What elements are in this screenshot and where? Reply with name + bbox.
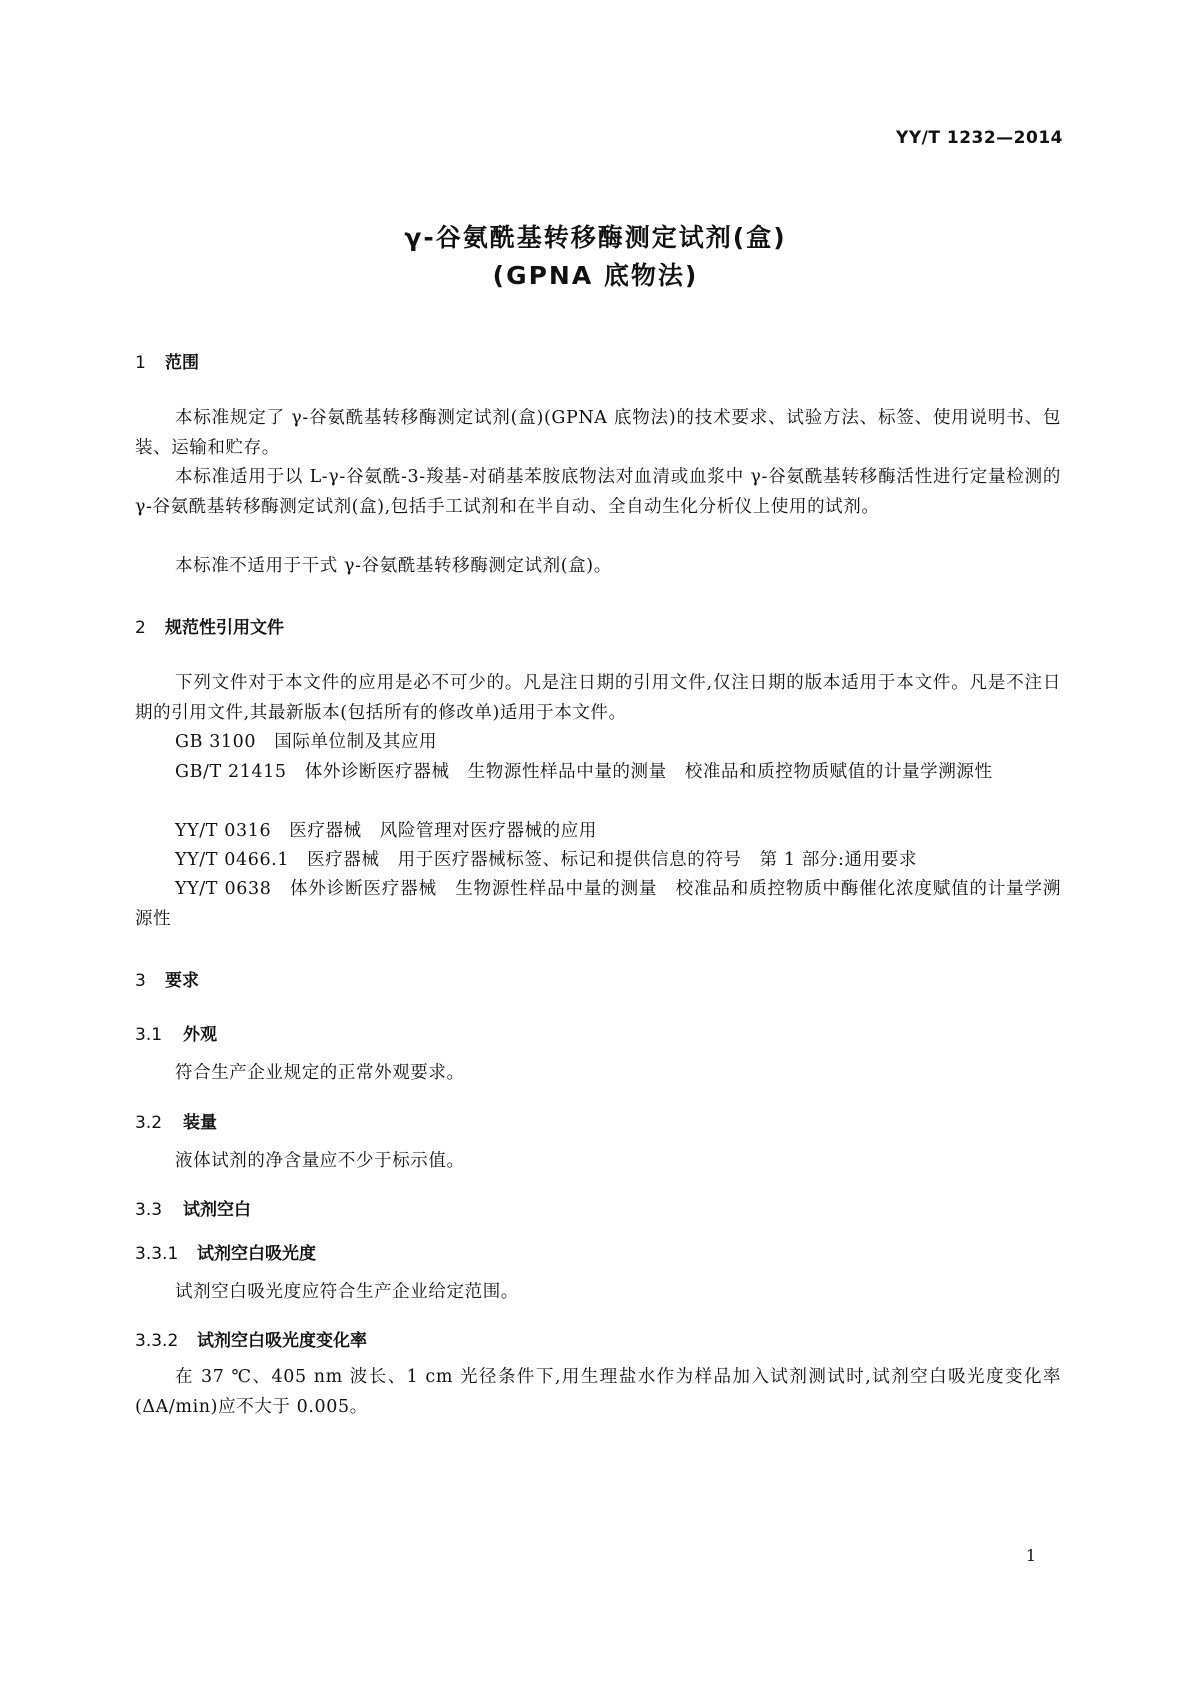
document-title: γ-谷氨酰基转移酶测定试剂(盒): [404, 223, 787, 252]
page-number: 1: [1025, 1546, 1036, 1565]
section-number: 3.3: [135, 1200, 163, 1220]
paragraph: 本标准不适用于干式 γ-谷氨酰基转移酶测定试剂(盒)。: [175, 556, 612, 576]
section-3-2-heading: [135, 1108, 217, 1133]
section-3-3-2-heading: [135, 1326, 367, 1351]
section-title: 装量: [183, 1113, 217, 1133]
paragraph: 本标准适用于以 L-γ-谷氨酰-3-羧基-对硝基苯胺底物法对血清或血浆中 γ-谷氨酰基转移酶活性进行定量检测的 γ-谷氨酰基转移酶测定试剂(盒),包括手工试剂和在半自动、全自动生化分析仪上使用的试剂。: [135, 467, 1061, 517]
section-number: 3.3.2: [135, 1331, 179, 1351]
paragraph: 本标准规定了 γ-谷氨酰基转移酶测定试剂(盒)(GPNA 底物法)的技术要求、试验方法、标签、使用说明书、包装、运输和贮存。: [135, 408, 1061, 458]
reference-item: GB/T 21415 体外诊断医疗器械 生物源性样品中量的测量 校准品和质控物质赋值的计量学溯源性: [175, 762, 993, 782]
document-subtitle: (GPNA 底物法): [492, 261, 699, 290]
section-3-3-1-heading: [135, 1239, 316, 1264]
section-3-1-heading: [135, 1020, 217, 1045]
section-number: 1: [135, 353, 146, 373]
section-number: 3.1: [135, 1025, 163, 1045]
reference-item: YY/T 0638 体外诊断医疗器械 生物源性样品中量的测量 校准品和质控物质中酶催化浓度赋值的计量学溯源性: [135, 879, 1061, 929]
paragraph: 下列文件对于本文件的应用是必不可少的。凡是注日期的引用文件,仅注日期的版本适用于本文件。凡是不注日期的引用文件,其最新版本(包括所有的修改单)适用于本文件。: [135, 673, 1061, 723]
paragraph: 符合生产企业规定的正常外观要求。: [175, 1063, 465, 1083]
section-title: 试剂空白: [183, 1200, 251, 1220]
section-number: 3.3.1: [135, 1244, 179, 1264]
paragraph: 试剂空白吸光度应符合生产企业给定范围。: [175, 1282, 519, 1302]
section-title: 要求: [165, 971, 199, 991]
section-2-heading: [135, 613, 284, 638]
section-3-heading: [135, 966, 199, 991]
section-title: 外观: [183, 1025, 217, 1045]
section-number: 3: [135, 971, 146, 991]
section-3-3-heading: [135, 1195, 251, 1220]
section-1-heading: [135, 348, 199, 373]
reference-item: YY/T 0316 医疗器械 风险管理对医疗器械的应用: [175, 821, 597, 841]
standard-code: YY/T 1232—2014: [896, 128, 1063, 148]
section-title: 规范性引用文件: [165, 618, 284, 638]
section-title: 试剂空白吸光度变化率: [197, 1331, 367, 1351]
reference-item: YY/T 0466.1 医疗器械 用于医疗器械标签、标记和提供信息的符号 第 1 部分:通用要求: [175, 850, 917, 870]
section-number: 3.2: [135, 1113, 163, 1133]
paragraph: 液体试剂的净含量应不少于标示值。: [175, 1151, 465, 1171]
section-title: 范围: [165, 353, 199, 373]
section-title: 试剂空白吸光度: [197, 1244, 316, 1264]
reference-item: GB 3100 国际单位制及其应用: [175, 732, 438, 752]
section-number: 2: [135, 618, 146, 638]
paragraph: 在 37 ℃、405 nm 波长、1 cm 光径条件下,用生理盐水作为样品加入试剂测试时,试剂空白吸光度变化率(ΔA/min)应不大于 0.005。: [135, 1367, 1061, 1417]
